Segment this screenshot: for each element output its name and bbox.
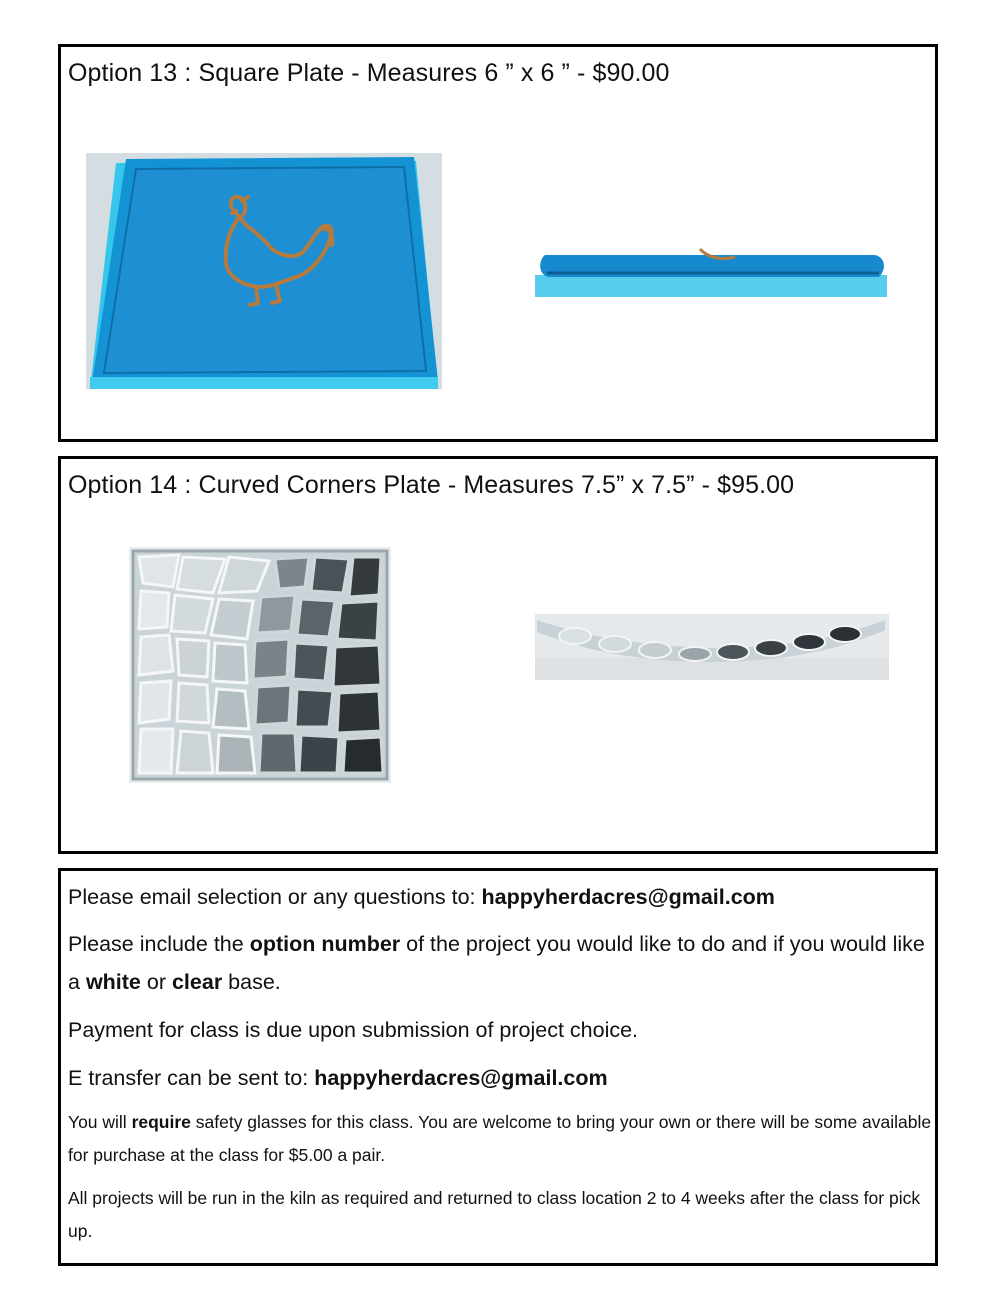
option-13-side-photo <box>535 245 887 297</box>
etransfer-email-link[interactable]: happyherdacres@gmail.com <box>314 1066 608 1090</box>
email-selection-text: Please email selection or any questions to: <box>68 885 482 909</box>
email-selection-line <box>68 878 934 916</box>
include-text-c: of the project you would like to do and if you would like a <box>68 932 925 994</box>
clear-base-emphasis: clear <box>171 970 223 994</box>
etransfer-text: E transfer can be sent to: <box>68 1066 315 1090</box>
contact-info-box <box>58 868 938 1266</box>
option-13-top-photo <box>86 153 442 389</box>
safety-text-c: safety glasses for this class. You are welcome to bring your own or there will be some available for purchase at the class for $5.00 a pair. <box>68 1112 932 1165</box>
option-14-side-photo <box>535 614 889 680</box>
include-text-a: Please include the <box>68 932 250 956</box>
option-14-box <box>58 456 938 854</box>
option-14-title: Option 14 : Curved Corners Plate - Measures 7.5” x 7.5” - $95.00 <box>68 471 795 499</box>
option-13-box <box>58 44 938 442</box>
option-13-title: Option 13 : Square Plate - Measures 6 ” x 6 ” - $90.00 <box>68 59 670 87</box>
safety-text-a: You will <box>68 1112 132 1132</box>
payment-line: Payment for class is due upon submission of project choice. <box>68 1018 639 1042</box>
safety-glasses-line <box>68 1106 934 1172</box>
white-base-emphasis: white <box>85 970 141 994</box>
include-option-line <box>68 925 934 1001</box>
option-number-emphasis: option number <box>249 932 401 956</box>
etransfer-line <box>68 1059 934 1097</box>
option-14-top-photo <box>129 547 391 783</box>
include-text-e: or <box>140 970 172 994</box>
include-text-g: base. <box>222 970 281 994</box>
require-emphasis: require <box>131 1112 191 1132</box>
contact-email-link[interactable]: happyherdacres@gmail.com <box>481 885 775 909</box>
kiln-pickup-line: All projects will be run in the kiln as required and returned to class location 2 to 4 weeks after the class for pick up. <box>68 1188 921 1241</box>
